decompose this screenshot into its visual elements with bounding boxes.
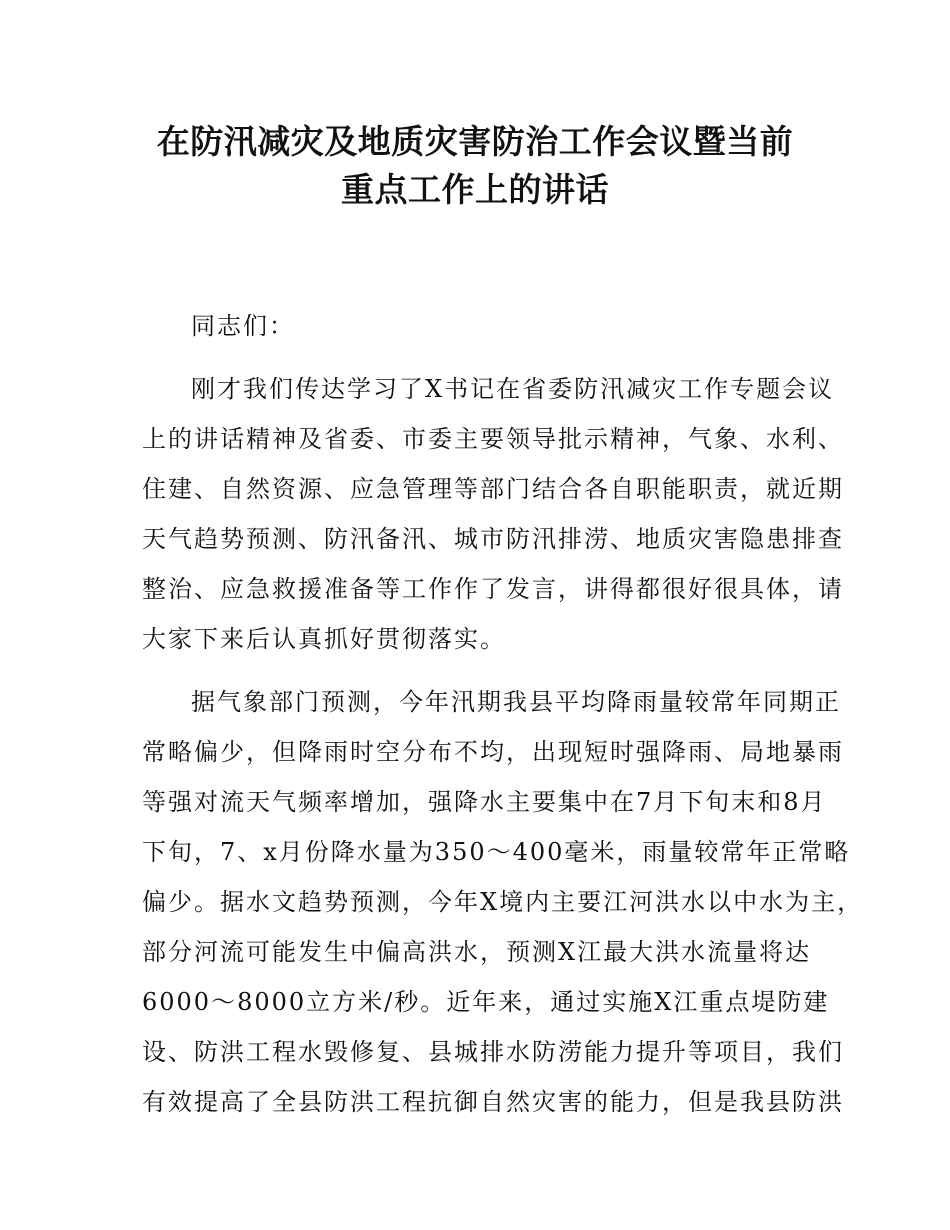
paragraph-2-line: 设、防洪工程水毁修复、县城排水防涝能力提升等项目，我们: [142, 1038, 844, 1066]
paragraph-1-line: 上的讲话精神及省委、市委主要领导批示精神，气象、水利、: [142, 425, 844, 453]
paragraph-2-line: 部分河流可能发生中偏高洪水，预测X江最大洪水流量将达: [142, 938, 812, 966]
document-title-line-2: 重点工作上的讲话: [341, 170, 609, 209]
paragraph-2-line: 等强对流天气频率增加，强降水主要集中在7月下旬末和8月: [142, 788, 827, 816]
paragraph-1-line: 刚才我们传达学习了X书记在省委防汛减灾工作专题会议: [191, 375, 835, 403]
paragraph-1-line: 天气趋势预测、防汛备汛、城市防汛排涝、地质灾害隐患排查: [142, 525, 844, 553]
paragraph-1-line: 整治、应急救援准备等工作作了发言，讲得都很好很具体，请: [142, 575, 844, 603]
paragraph-2-line: 据气象部门预测，今年汛期我县平均降雨量较常年同期正: [191, 688, 841, 716]
paragraph-1-line: 大家下来后认真抓好贯彻落实。: [142, 625, 506, 653]
document-title-line-1: 在防汛减灾及地质灾害防治工作会议暨当前: [156, 122, 794, 161]
paragraph-2-line: 下旬，7、x月份降水量为350～400毫米，雨量较常年正常略: [142, 838, 851, 866]
salutation: 同志们：: [191, 312, 295, 340]
paragraph-2-line: 偏少。据水文趋势预测，今年X境内主要江河洪水以中水为主，: [142, 888, 864, 916]
paragraph-2-line: 6000～8000立方米/秒。近年来，通过实施X江重点堤防建: [142, 988, 830, 1016]
paragraph-2-line: 有效提高了全县防洪工程抗御自然灾害的能力，但是我县防洪: [142, 1088, 844, 1116]
paragraph-1-line: 住建、自然资源、应急管理等部门结合各自职能职责，就近期: [142, 475, 844, 503]
paragraph-2-line: 常略偏少，但降雨时空分布不均，出现短时强降雨、局地暴雨: [142, 738, 844, 766]
